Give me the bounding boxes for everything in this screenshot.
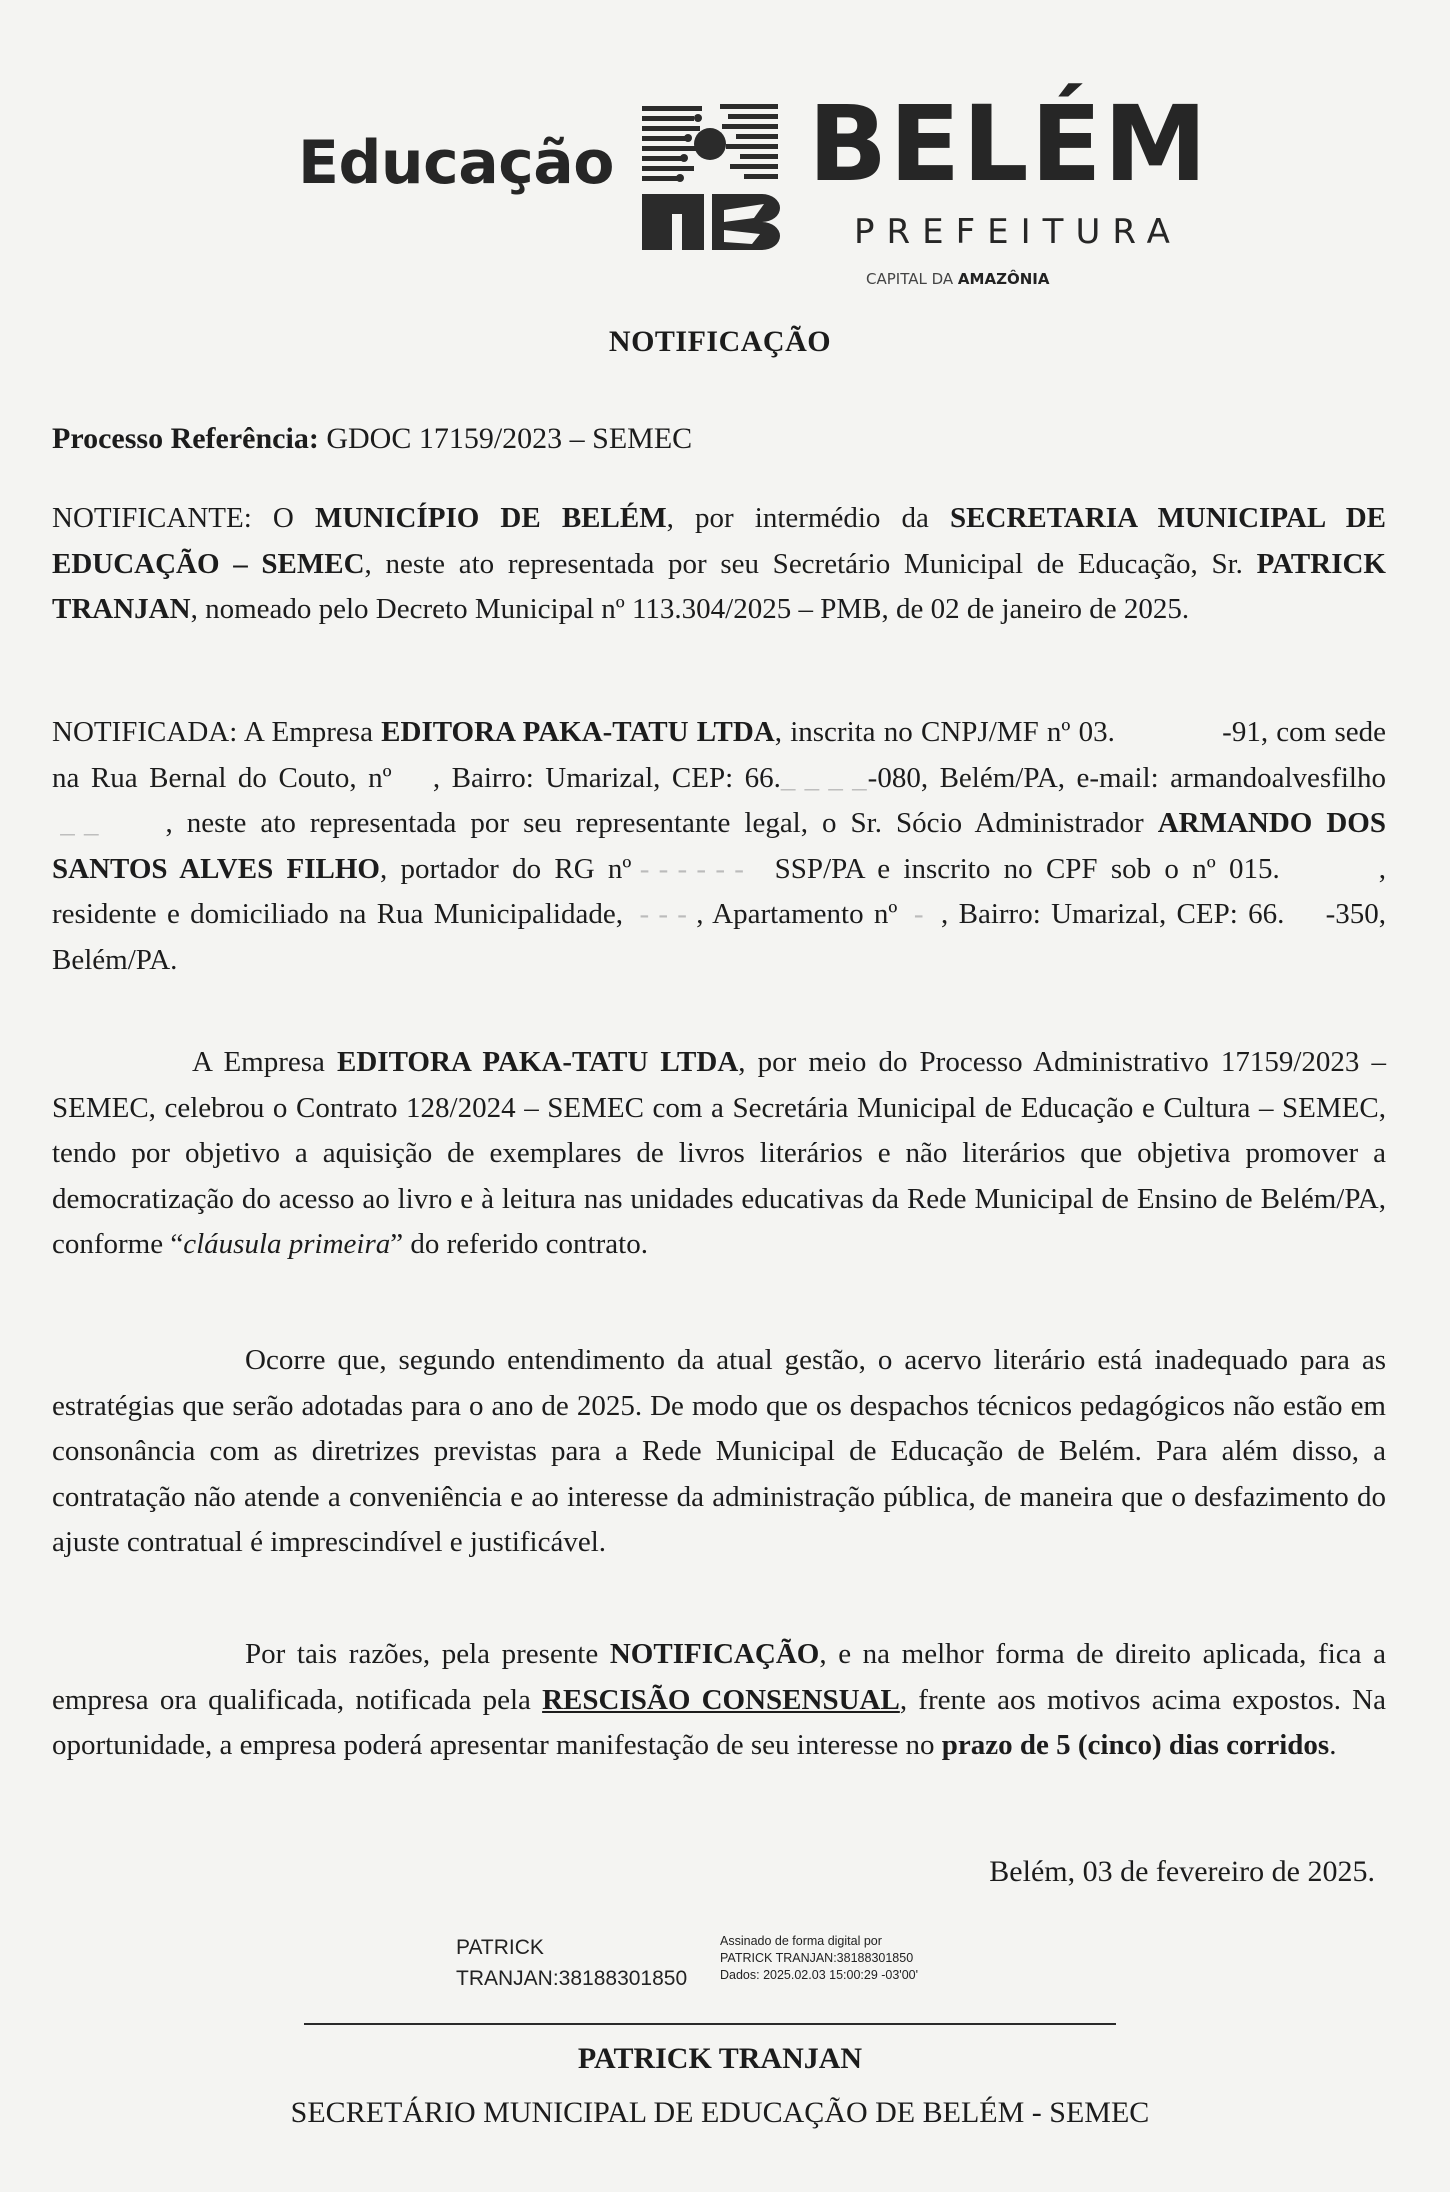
notificada-text-2: , inscrita no CNPJ/MF nº 03.	[774, 716, 1115, 748]
notificada-company: EDITORA PAKA-TATU LTDA	[381, 716, 775, 748]
para3-text-2: , e na melhor forma de direito aplicada, fica a empresa ora qualificada, notificada pela	[52, 1638, 1386, 1716]
para3-text-3: , frente aos motivos acima expostos. Na oportunidade, a empresa poderá apresentar manifestação de seu interesse no	[52, 1683, 1386, 1761]
belem-wordmark: BELÉM	[808, 83, 1210, 205]
para1-text-1: A Empresa	[192, 1046, 337, 1078]
notificada-email: -080, Belém/PA, e-mail: armandoalvesfilho	[867, 761, 1386, 794]
notificada-text-1: NOTIFICADA: A Empresa	[52, 716, 382, 748]
redacted-number	[392, 756, 433, 802]
notificante-secretaria: SECRETARIA MUNICIPAL DE EDUCAÇÃO – SEMEC	[52, 502, 1386, 580]
para3-prazo: prazo de 5 (cinco) dias corridos	[941, 1729, 1330, 1761]
process-reference	[52, 416, 1386, 462]
digital-signature-name-line1: PATRICK	[456, 1936, 544, 1959]
notificada-text-10: , Apartamento nº	[696, 898, 898, 930]
digital-signature-name	[456, 1932, 687, 1994]
notificante-municipio: MUNICÍPIO DE BELÉM	[314, 502, 667, 534]
redacted-apartment: -	[897, 898, 942, 930]
para1-text-2: , por meio do Processo Administrativo 17159/2023 – SEMEC, celebrou o Contrato 128/2024 – SEMEC com a Secretária Municipal de Educação e Cultura – SEMEC, tendo por objetivo a aquisição de exemplares de livros literários e não literários que objetiva promover a democratização do acesso ao livro e à leitura nas unidades educativas da Rede Municipal de Ensino de Belém/PA, conforme “	[52, 1046, 1386, 1260]
notificante-secretario: PATRICK TRANJAN	[52, 547, 1386, 625]
signature-meta-line2: PATRICK TRANJAN:38188301850	[720, 1951, 914, 1965]
redacted-email: _ _	[52, 807, 166, 839]
signature-meta-line1: Assinado de forma digital por	[720, 1934, 882, 1948]
rescission-paragraph	[52, 1632, 1386, 1769]
para1-clause: cláusula primeira	[183, 1228, 391, 1260]
para2-text: Ocorre que, segundo entendimento da atual gestão, o acervo literário está inadequado para as estratégias que serão adotadas para o ano de 2025. De modo que os despachos técnicos pedagógicos não estão em consonância com as diretrizes previstas para a Rede Municipal de Educação de Belém. Para além disso, a contratação não atende a conveniência e ao interesse da administração pública, de maneira que o desfazimento do ajuste contratual é imprescindível e justificável.	[52, 1344, 1386, 1558]
capital-name: AMAZÔNIA	[957, 270, 1050, 288]
para3-text-1: Por tais razões, pela presente	[245, 1638, 610, 1670]
education-label: Educação	[298, 128, 614, 198]
capital-tagline	[866, 270, 1049, 288]
digital-signature-metadata	[720, 1933, 918, 1984]
notificada-text-9: , residente e domiciliado na Rua Municipalidade,	[52, 852, 1386, 930]
signatory-name: PATRICK TRANJAN	[577, 2042, 863, 2075]
notificante-text-2: , por intermédio da	[666, 502, 951, 534]
notificada-text-3: -91, com sede na Rua Bernal do Couto, nº	[52, 716, 1386, 794]
notificada-representative: ARMANDO DOS SANTOS ALVES FILHO	[52, 807, 1386, 885]
para3-text-4: .	[1329, 1729, 1337, 1761]
redacted-cnpj	[1115, 710, 1222, 756]
signatory-role: SECRETÁRIO MUNICIPAL DE EDUCAÇÃO DE BELÉM - SEMEC	[290, 2096, 1150, 2129]
notificada-text-7: , portador do RG nº	[380, 852, 632, 885]
notificada-text-4: , Bairro: Umarizal, CEP: 66.	[432, 761, 781, 794]
reference-label: Processo Referência:	[52, 422, 319, 455]
notificada-text-12: -350, Belém/PA.	[52, 898, 1386, 976]
para1-text-3: ” do referido contrato.	[390, 1228, 648, 1260]
capital-prefix: CAPITAL DA	[866, 270, 954, 288]
para3-rescisao: RESCISÃO CONSENSUAL	[542, 1683, 900, 1716]
document-date: Belém, 03 de fevereiro de 2025.	[989, 1855, 1375, 1888]
belem-prefeitura-emblem-icon	[640, 100, 782, 252]
redacted-cep-2	[1284, 892, 1325, 938]
para1-company: EDITORA PAKA-TATU LTDA	[337, 1046, 739, 1078]
justification-paragraph	[52, 1338, 1386, 1566]
prefeitura-wordmark: PREFEITURA	[854, 212, 1182, 252]
notificante-paragraph	[52, 496, 1386, 633]
notificante-text-3: , neste ato representada por seu Secretário Municipal de Educação, Sr.	[364, 547, 1257, 580]
digital-signature-name-line2: TRANJAN:38188301850	[456, 1967, 688, 1990]
signature-line	[304, 2023, 1116, 2025]
redacted-address-number: - - -	[622, 898, 697, 930]
redacted-cep: _ _ _ _	[780, 761, 868, 794]
notificada-text-11: , Bairro: Umarizal, CEP: 66.	[941, 898, 1285, 930]
notificada-text-8: SSP/PA e inscrito no CPF sob o nº 015.	[761, 852, 1280, 885]
notificada-paragraph	[52, 710, 1386, 983]
contract-paragraph	[52, 1040, 1386, 1268]
reference-value: GDOC 17159/2023 – SEMEC	[326, 422, 693, 455]
notificada-text-6: , neste ato representada por seu representante legal, o Sr. Sócio Administrador	[165, 807, 1158, 839]
document-title: NOTIFICAÇÃO	[608, 325, 832, 358]
para3-notificacao: NOTIFICAÇÃO	[609, 1638, 820, 1670]
notificante-text-1: NOTIFICANTE: O	[52, 502, 315, 534]
redacted-cpf	[1280, 847, 1379, 893]
notificante-text-4: , nomeado pelo Decreto Municipal nº 113.304/2025 – PMB, de 02 de janeiro de 2025.	[190, 593, 1190, 625]
redacted-rg: - - - - - -	[631, 852, 762, 885]
signature-meta-line3: Dados: 2025.02.03 15:00:29 -03'00'	[720, 1968, 918, 1982]
